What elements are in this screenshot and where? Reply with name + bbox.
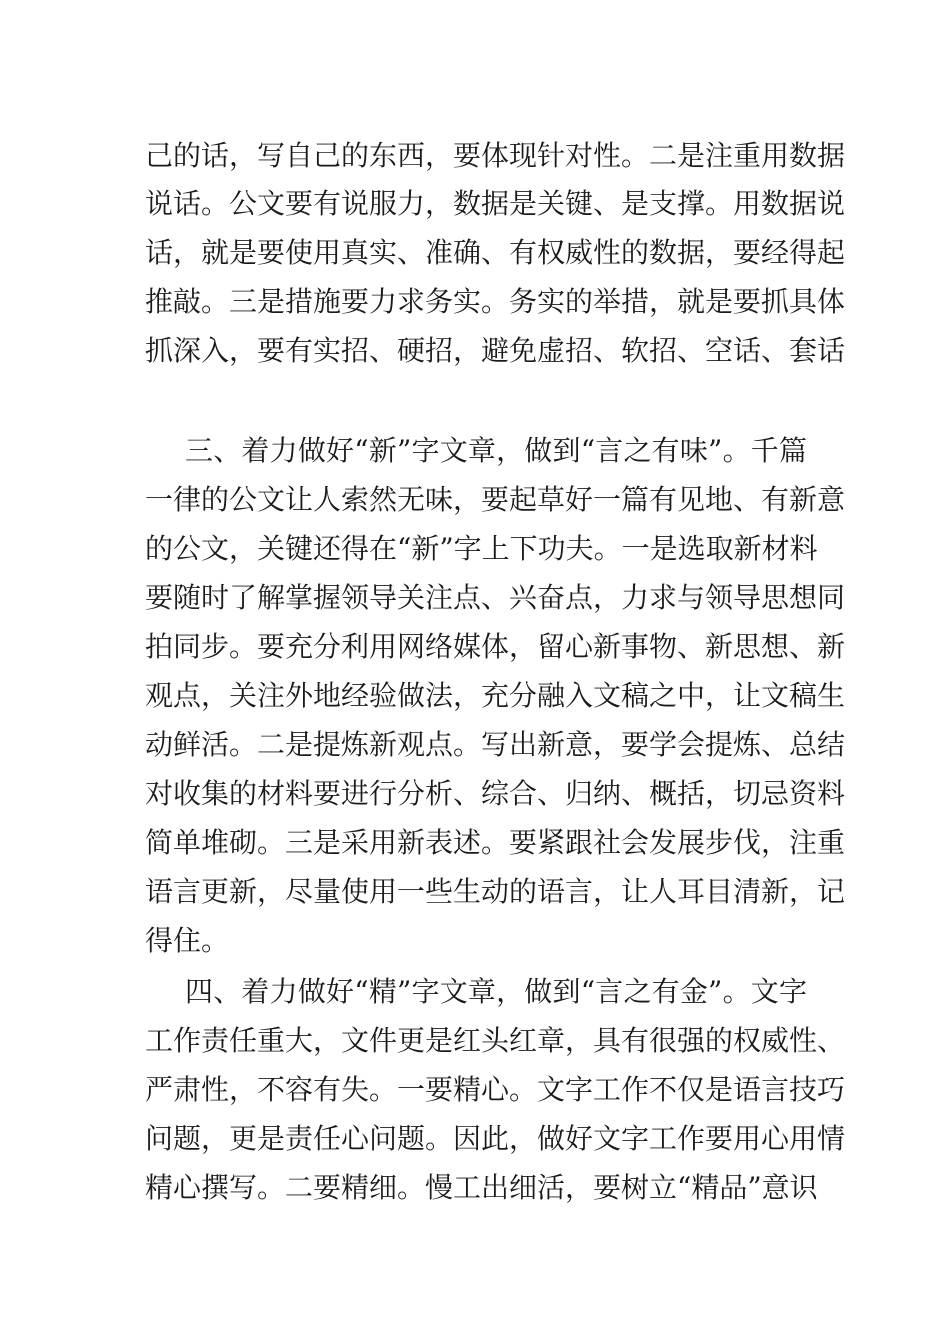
text-line: 语言更新，尽量使用一些生动的语言，让人耳目清新，记 bbox=[145, 875, 846, 908]
text-line: 推敲。三是措施要力求务实。务实的举措，就是要抓具体 bbox=[145, 285, 846, 318]
text-line: 己的话，写自己的东西，要体现针对性。二是注重用数据 bbox=[145, 139, 846, 172]
text-line: 要随时了解掌握领导关注点、兴奋点，力求与领导思想同 bbox=[145, 581, 846, 614]
paragraph-heading-line: 三、着力做好“新”字文章，做到“言之有味”。千篇 bbox=[185, 434, 807, 467]
text-line: 问题，更是责任心问题。因此，做好文字工作要用心用情 bbox=[145, 1122, 846, 1155]
text-line: 得住。 bbox=[145, 924, 230, 957]
text-line: 观点，关注外地经验做法，充分融入文稿之中，让文稿生 bbox=[145, 679, 846, 712]
text-line: 工作责任重大，文件更是红头红章，具有很强的权威性、 bbox=[145, 1024, 846, 1057]
text-line: 一律的公文让人索然无味，要起草好一篇有见地、有新意 bbox=[145, 483, 846, 516]
text-line: 动鲜活。二是提炼新观点。写出新意，要学会提炼、总结 bbox=[145, 728, 846, 761]
paragraph-heading-line: 四、着力做好“精”字文章，做到“言之有金”。文字 bbox=[185, 975, 807, 1008]
text-line: 拍同步。要充分利用网络媒体，留心新事物、新思想、新 bbox=[145, 630, 846, 663]
text-line: 话，就是要使用真实、准确、有权威性的数据，要经得起 bbox=[145, 236, 846, 269]
text-line: 严肃性，不容有失。一要精心。文字工作不仅是语言技巧 bbox=[145, 1073, 846, 1106]
text-line: 简单堆砌。三是采用新表述。要紧跟社会发展步伐，注重 bbox=[145, 826, 846, 859]
text-line: 说话。公文要有说服力，数据是关键、是支撑。用数据说 bbox=[145, 187, 846, 220]
text-line: 的公文，关键还得在“新”字上下功夫。一是选取新材料 bbox=[145, 532, 818, 565]
text-line: 对收集的材料要进行分析、综合、归纳、概括，切忌资料 bbox=[145, 777, 846, 810]
text-line: 精心撰写。二要精细。慢工出细活，要树立“精品”意识 bbox=[145, 1171, 818, 1204]
text-line: 抓深入，要有实招、硬招，避免虚招、软招、空话、套话 bbox=[145, 334, 846, 367]
